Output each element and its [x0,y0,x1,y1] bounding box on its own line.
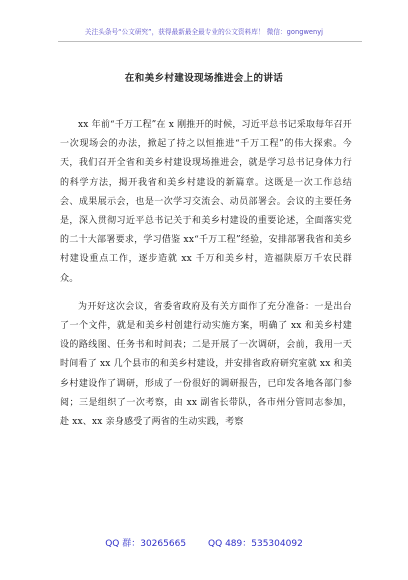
footer-contact [0,536,408,549]
footer-qq-group-2: QQ 489：535304092 [208,539,303,549]
document-title: 在和美乡村建设现场推进会上的讲话 [124,73,284,84]
document-body [60,116,352,432]
header-divider [58,41,362,42]
paragraph-1: xx 年前“千万工程”在 x 刚推开的时候，习近平总书记采取每年召开一次现场会的办法，掀起了持之以恒推进“千万工程”的伟大探索。今天，我们召开全省和美乡村建设现场推进会，就是学习总书记身体力行的科学方法，揭开我省和美乡村建设的新篇章。这既是一次工作总结会、成果展示会，也是一次学习交流会、动员部署会。会议的主要任务是，深入贯彻习近平总书记关于和美乡村建设的重要论述，全面落实党的二十大部署要求，学习借鉴 xx“千万工程”经验，安排部署我省和美乡村建设重点工作，逐步造就 xx 千万和美乡村，造福陕原万千农民群众。 [60,120,352,284]
footer-qq-group-1: QQ 群：30265665 [105,539,187,549]
paragraph-2: 为开好这次会议，省委省政府及有关方面作了充分准备：一是出台了一个文件，就是和美乡村创建行动实施方案，明确了 xx 和美乡村建设的路线图、任务书和时间表；二是开展了一次调研，会前，我用一天时间看了 xx 几个县市的和美乡村建设，并安排省政府研究室就 xx 和美乡村建设作了调研，形成了一份很好的调研报告，已印发各地各部门参阅；三是组织了一次考察，由 xx 副省长带队，各市州分管同志参加，赴 xx、xx 亲身感受了两省的生动实践，考察 [60,301,352,428]
header-banner: 关注头条号“公文研究”，获得最新最全最专业的公文资料库！ 微信：gongwenyj [84,28,324,36]
